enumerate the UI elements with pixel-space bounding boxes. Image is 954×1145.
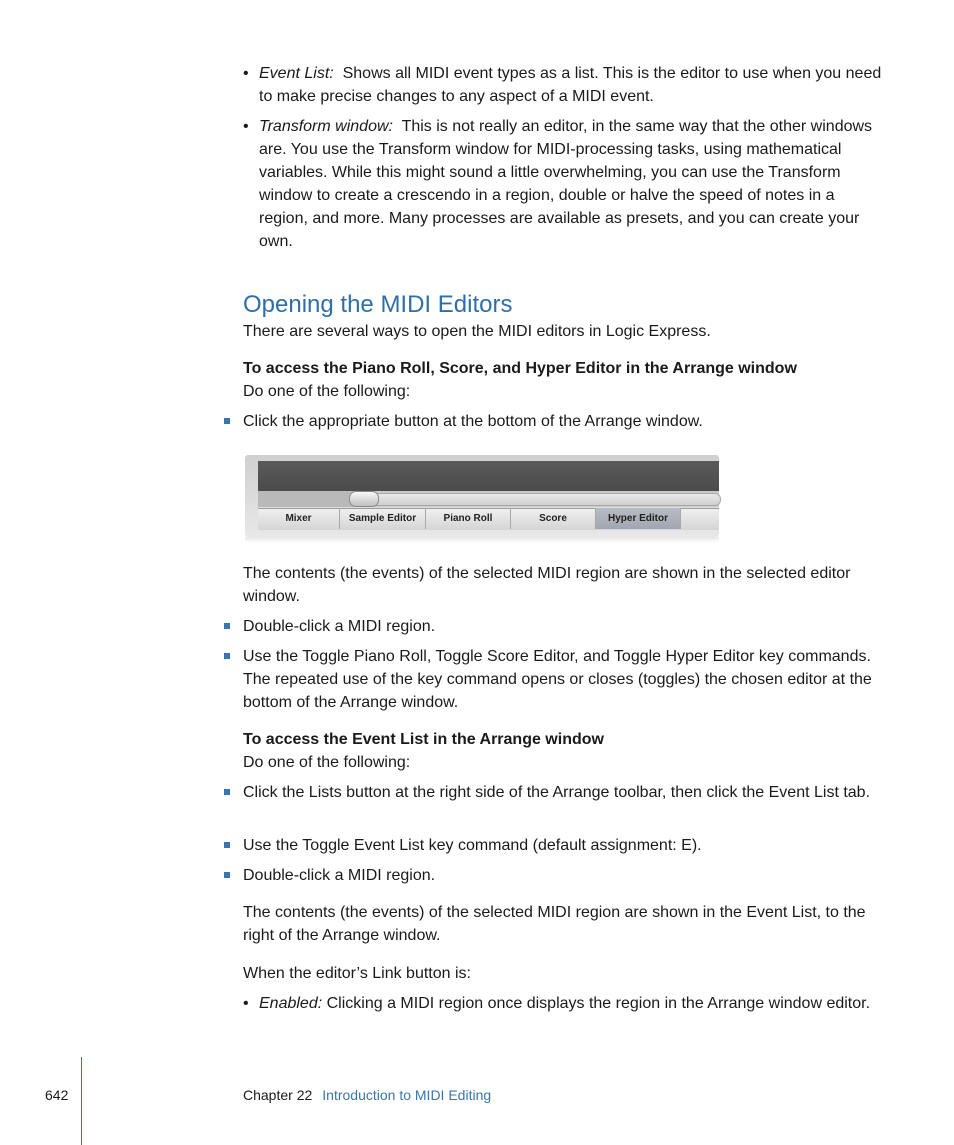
bullet-square-icon <box>224 653 230 659</box>
bullet-square-icon <box>224 623 230 629</box>
bullet-square-icon <box>224 842 230 848</box>
chapter-label: Chapter 22 <box>243 1087 313 1103</box>
body-paragraph: When the editor’s Link button is: <box>243 965 471 982</box>
bullet-square-icon <box>224 872 230 878</box>
task-heading: To access the Event List in the Arrange window <box>243 731 604 748</box>
bullet-dot: • <box>243 65 249 82</box>
list-text: Click the Lists button at the right side of the Arrange toolbar, then click the Event List tab. <box>243 784 871 801</box>
list-text: Click the appropriate button at the bottom of the Arrange window. <box>243 413 703 430</box>
list-text: Shows all MIDI event types as a list. This is the editor to use when you need to make precise changes to any aspect of a MIDI event. <box>259 65 882 105</box>
list-term: Enabled: <box>259 995 323 1012</box>
sample-editor-button[interactable]: Sample Editor <box>340 508 426 529</box>
list-text: Double-click a MIDI region. <box>243 867 436 884</box>
body-paragraph: The contents (the events) of the selected MIDI region are shown in the Event List, to the right of the Arrange window. <box>243 904 866 944</box>
bullet-dot: • <box>243 995 249 1012</box>
section-intro: There are several ways to open the MIDI editors in Logic Express. <box>243 323 711 340</box>
list-text: Use the Toggle Event List key command (default assignment: E). <box>243 837 702 854</box>
list-term: Transform window: <box>259 118 393 135</box>
bullet-square-icon <box>224 789 230 795</box>
horizontal-scrollbar[interactable] <box>355 493 721 506</box>
arrange-window-figure <box>245 455 719 543</box>
hyper-editor-button[interactable]: Hyper Editor <box>596 508 681 529</box>
footer-divider <box>81 1057 82 1145</box>
scrollbar-thumb[interactable] <box>349 491 379 507</box>
piano-roll-button[interactable]: Piano Roll <box>426 508 511 529</box>
list-term: Event List: <box>259 65 334 82</box>
page-number: 642 <box>45 1087 69 1103</box>
chapter-title-link[interactable]: Introduction to MIDI Editing <box>322 1087 492 1103</box>
mixer-button[interactable]: Mixer <box>258 508 340 529</box>
task-lead: Do one of the following: <box>243 754 411 771</box>
bullet-dot: • <box>243 118 249 135</box>
task-lead: Do one of the following: <box>243 383 411 400</box>
list-text: This is not really an editor, in the same way that the other windows are. You use the Transform window for MIDI-processing tasks, using mathematical variables. While this might sound a little overwhelming, you can use the Transform window to create a crescendo in a region, double or halve the speed of notes in a region, and more. Many processes are available as presets, and you can create your own. <box>259 118 873 250</box>
list-text: Double-click a MIDI region. <box>243 618 436 635</box>
footer-chapter <box>243 1085 491 1105</box>
section-title: Opening the MIDI Editors <box>243 291 513 318</box>
list-text: Use the Toggle Piano Roll, Toggle Score Editor, and Toggle Hyper Editor key commands. The repeated use of the key command opens or closes (toggles) the chosen editor at the bottom of the Arrange window. <box>243 648 872 711</box>
list-text: Clicking a MIDI region once displays the region in the Arrange window editor. <box>326 995 871 1012</box>
body-paragraph: The contents (the events) of the selected MIDI region are shown in the selected editor window. <box>243 565 851 605</box>
task-heading: To access the Piano Roll, Score, and Hyper Editor in the Arrange window <box>243 360 797 377</box>
score-button[interactable]: Score <box>511 508 596 529</box>
bullet-square-icon <box>224 418 230 424</box>
